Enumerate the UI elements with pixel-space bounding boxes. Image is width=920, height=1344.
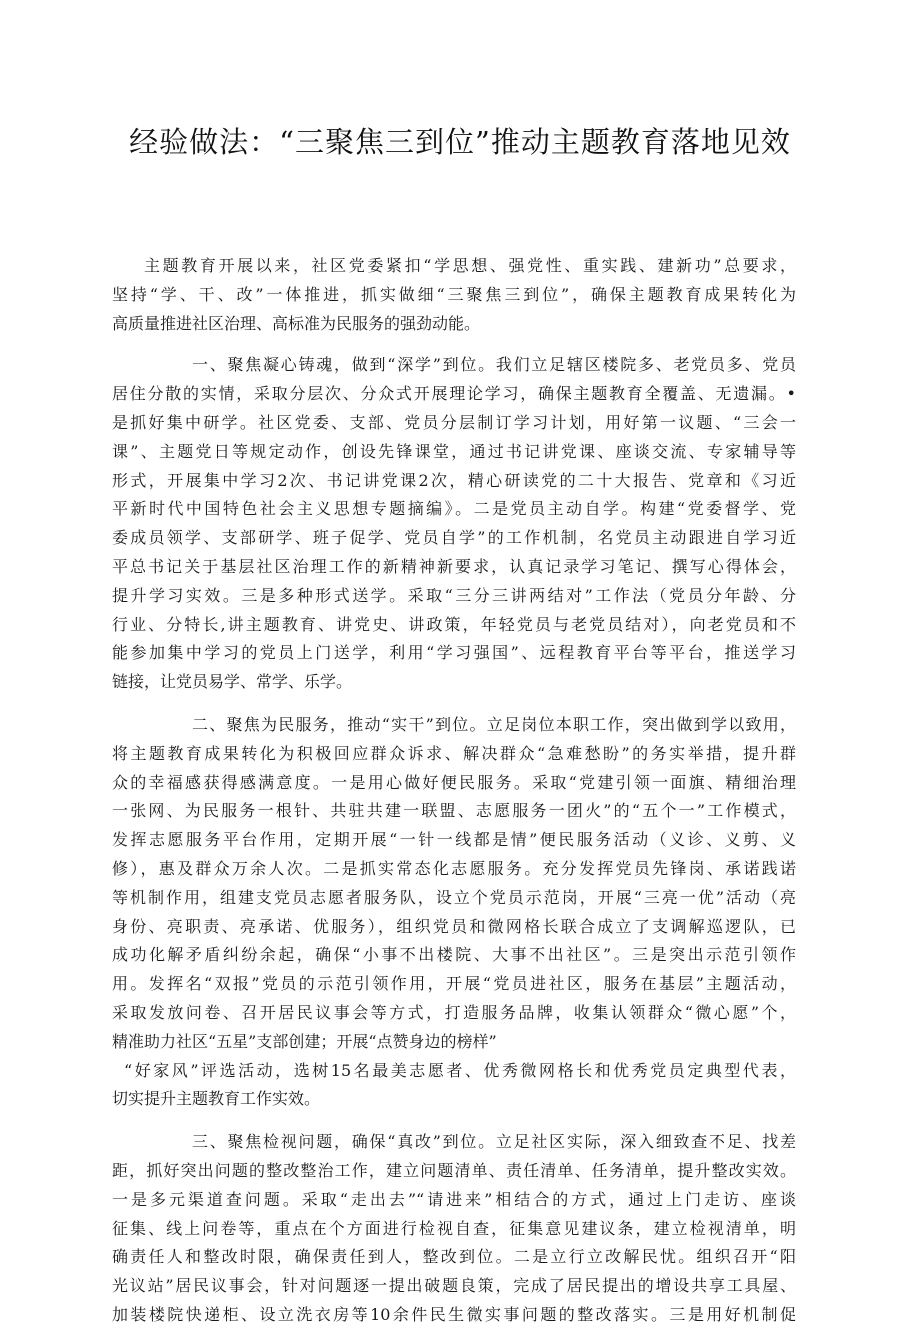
paragraph-line: 高质量推进社区治理、高标准为民服务的强劲动能。 bbox=[112, 313, 481, 333]
paragraph-line: 平新时代中国特色社会主义思想专题摘编》。二是党员主动自学。构建“党委督学、党 bbox=[112, 499, 796, 519]
paragraph-section-1 bbox=[112, 351, 796, 697]
paragraph-line: 成功化解矛盾纠纷余起，确保“小事不出楼院、大事不出社区”。三是突出示范引领作 bbox=[112, 945, 796, 965]
paragraph-line: 形式，开展集中学习2次、书记讲党课2次，精心研读党的二十大报告、党章和《习近 bbox=[112, 470, 796, 490]
paragraph-line: 一是多元渠道查问题。采取“走出去”“请进来”相结合的方式，通过上门走访、座谈 bbox=[112, 1189, 796, 1209]
paragraph-line: 课”、主题党日等规定动作，创设先锋课堂，通过书记讲党课、座谈交流、专家辅导等 bbox=[112, 441, 796, 461]
paragraph-line: 距，抓好突出问题的整改整治工作，建立问题清单、责任清单、任务清单，提升整改实效。 bbox=[112, 1160, 796, 1180]
paragraph-line: 精准助力社区“五星”支部创建；开展“点赞身边的榜样” bbox=[112, 1031, 497, 1051]
paragraph-line: 是抓好集中研学。社区党委、支部、党员分层制订学习计划，用好第一议题、“三会一 bbox=[112, 412, 796, 432]
paragraph-section-3 bbox=[112, 1128, 796, 1330]
paragraph-line: 坚持“学、干、改”一体推进，抓实做细“三聚焦三到位”，确保主题教育成果转化为 bbox=[112, 284, 796, 304]
document-body bbox=[112, 252, 796, 1344]
paragraph-line: 平总书记关于基层社区治理工作的新精神新要求，认真记录学习笔记、撰写心得体会， bbox=[112, 556, 796, 576]
paragraph-line: 主题教育开展以来，社区党委紧扣“学思想、强党性、重实践、建新功”总要求， bbox=[144, 256, 796, 275]
document-title: 经验做法：“三聚焦三到位”推动主题教育落地见效 bbox=[129, 125, 791, 159]
paragraph-line: 一、聚焦凝心铸魂，做到“深学”到位。我们立足辖区楼院多、老党员多、党员 bbox=[192, 355, 796, 375]
paragraph-line: 发挥志愿服务平台作用，定期开展“一针一线都是情”便民服务活动（义诊、义剪、义 bbox=[112, 830, 796, 850]
paragraph-line: 委成员领学、支部研学、班子促学、党员自学”的工作机制，名党员主动跟进自学习近 bbox=[112, 528, 796, 548]
paragraph-line: 三、聚焦检视问题，确保“真改”到位。立足社区实际，深入细致查不足、找差 bbox=[192, 1132, 796, 1152]
paragraph-line: 二、聚焦为民服务，推动“实干”到位。立足岗位本职工作，突出做到学以致用， bbox=[192, 714, 796, 734]
paragraph-line: 修），惠及群众万余人次。二是抓实常态化志愿服务。充分发挥党员先锋岗、承诺践诺 bbox=[112, 858, 796, 878]
paragraph-line: 用。发挥名“双报”党员的示范引领作用，开展“党员进社区，服务在基层”主题活动， bbox=[112, 974, 796, 994]
paragraph-line: 行业、分特长,讲主题教育、讲党史、讲政策，年轻党员与老党员结对），向老党员和不 bbox=[112, 614, 796, 634]
paragraph-line: 居住分散的实情，采取分层次、分众式开展理论学习，确保主题教育全覆盖、无遗漏。• bbox=[112, 384, 796, 404]
paragraph-section-2 bbox=[112, 711, 796, 1114]
paragraph-line: 加装楼院快递柜、设立洗衣房等10余件民生微实事问题的整改落实。三是用好机制促 bbox=[112, 1304, 796, 1324]
paragraph-line: 链接，让党员易学、常学、乐学。 bbox=[112, 672, 353, 692]
paragraph-line: 确责任人和整改时限，确保责任到人，整改到位。二是立行立改解民忧。组织召开“阳 bbox=[112, 1247, 796, 1267]
paragraph-line: 提升学习实效。三是多种形式送学。采取“三分三讲两结对”工作法（党员分年龄、分 bbox=[112, 585, 796, 605]
paragraph-line: 将主题教育成果转化为积极回应群众诉求、解决群众“急难愁盼”的务实举措，提升群 bbox=[112, 743, 796, 763]
paragraph-line: 切实提升主题教育工作实效。 bbox=[112, 1089, 321, 1109]
paragraph-line: 身份、亮职责、亮承诺、优服务），组织党员和微网格长联合成立了支调解巡逻队，已 bbox=[112, 916, 796, 936]
paragraph-line: “好家风”评选活动，选树15名最美志愿者、优秀微网格长和优秀党员定典型代表， bbox=[124, 1060, 796, 1080]
paragraph-line: 能参加集中学习的党员上门送学，利用“学习强国”、远程教育平台等平台，推送学习 bbox=[112, 643, 796, 663]
paragraph-line: 光议站”居民议事会，针对问题逐一提出破题良策，完成了居民提出的增设共享工具屋、 bbox=[112, 1276, 796, 1296]
paragraph-line: 征集、线上问卷等，重点在个方面进行检视自查，征集意见建议条，建立检视清单，明 bbox=[112, 1218, 796, 1238]
paragraph-line: 一张网、为民服务一根针、共驻共建一联盟、志愿服务一团火”的“五个一”工作模式， bbox=[112, 801, 796, 821]
paragraph-intro bbox=[112, 252, 796, 338]
paragraph-line: 等机制作用，组建支党员志愿者服务队，设立个党员示范岗，开展“三亮一优”活动（亮 bbox=[112, 887, 796, 907]
paragraph-line: 众的幸福感获得感满意度。一是用心做好便民服务。采取“党建引领一面旗、精细治理 bbox=[112, 772, 796, 792]
paragraph-line: 采取发放问卷、召开居民议事会等方式，打造服务品牌，收集认领群众“微心愿”个， bbox=[112, 1002, 796, 1022]
